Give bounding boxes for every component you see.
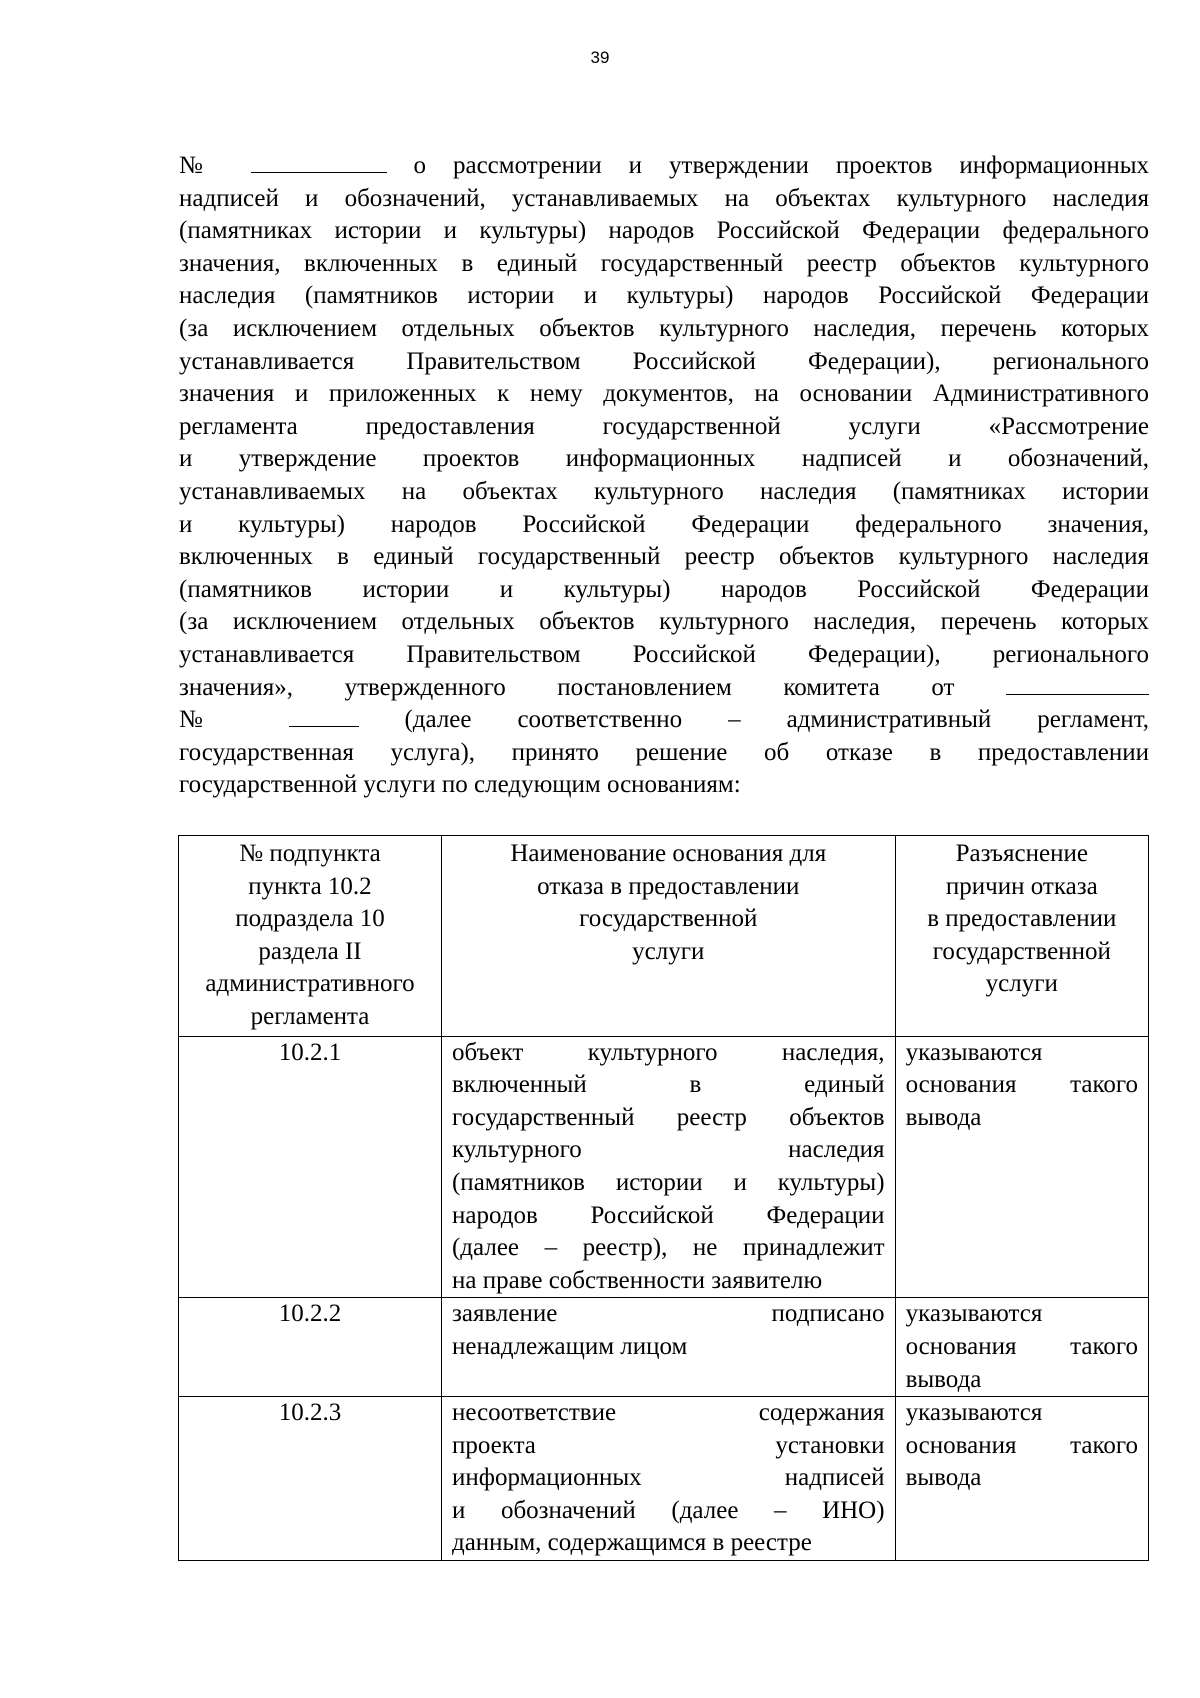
header-text-line: регламента (250, 1002, 370, 1030)
refusal-reason-cell (441, 1298, 895, 1397)
table-row (179, 1298, 1149, 1397)
body-line: № о рассмотрении и утверждении проектов информационных (179, 152, 1149, 179)
reason-text-line: культурного наследия (451, 1136, 885, 1164)
explanation-text-line: основания такого (905, 1332, 1138, 1360)
body-line: государственная услуга), принято решение об отказе в предоставлении (179, 738, 1149, 766)
explanation-text-line: вывода (905, 1464, 982, 1492)
explanation-text-line: основания такого (905, 1431, 1138, 1459)
reason-text-line: (далее – реестр), не принадлежит (451, 1234, 885, 1262)
reason-text-line: народов Российской Федерации (451, 1201, 885, 1229)
explanation-text-line: основания такого (905, 1071, 1138, 1099)
header-subpoint-number (179, 836, 442, 1037)
header-text-line: Разъяснение (955, 840, 1088, 867)
body-line: государственной услуги по следующим основаниям: (179, 771, 741, 799)
refusal-explanation-cell (895, 1298, 1148, 1397)
reason-text-line: и обозначений (далее – ИНО) (451, 1496, 885, 1524)
header-text-line: в предоставлении (927, 905, 1117, 933)
header-text-line: услуги (632, 937, 705, 965)
body-line: (за исключением отдельных объектов культурного наследия, перечень которых (179, 608, 1149, 636)
fill-in-blank (1006, 674, 1149, 695)
table-header-row (179, 836, 1149, 1037)
body-line: устанавливается Правительством Российской Федерации), регионального (179, 347, 1149, 375)
body-line: № (далее соответственно – административный регламент, (179, 706, 1149, 734)
body-line: устанавливается Правительством Российской Федерации), регионального (179, 640, 1149, 668)
header-text-line: № подпункта (239, 840, 381, 867)
header-text-line: услуги (985, 970, 1058, 998)
fill-in-blank (251, 152, 387, 173)
reason-text-line: данным, содержащимся в реестре (451, 1529, 812, 1557)
reason-text-line: (памятников истории и культуры) (451, 1168, 885, 1196)
table-row (179, 1036, 1149, 1298)
subpoint-number-cell: 10.2.2 (179, 1298, 442, 1397)
reason-text-line: информационных надписей (451, 1464, 885, 1492)
header-text-line: раздела II (258, 937, 362, 965)
reason-text-line: включенный в единый (451, 1071, 885, 1099)
header-text-line: причин отказа (945, 872, 1098, 900)
body-line: и культуры) народов Российской Федерации федерального значения, (179, 510, 1149, 538)
body-line: (за исключением отдельных объектов культурного наследия, перечень которых (179, 314, 1149, 342)
header-refusal-reason (441, 836, 895, 1037)
explanation-text-line: указываются (905, 1399, 1043, 1427)
refusal-reason-cell (441, 1036, 895, 1298)
refusal-explanation-cell (895, 1397, 1148, 1561)
explanation-text-line: вывода (905, 1365, 982, 1393)
explanation-text-line: указываются (905, 1038, 1043, 1066)
body-line: надписей и обозначений, устанавливаемых на объектах культурного наследия (179, 184, 1149, 212)
explanation-text-line: вывода (905, 1103, 982, 1131)
reason-text-line: несоответствие содержания (451, 1399, 885, 1427)
reason-text-line: на праве собственности заявителю (451, 1266, 823, 1294)
reason-text-line: объект культурного наследия, (451, 1038, 885, 1066)
header-refusal-explanation (895, 836, 1148, 1037)
body-line: значения, включенных в единый государственный реестр объектов культурного (179, 249, 1149, 277)
header-text-line: отказа в предоставлении (537, 872, 800, 900)
refusal-reason-cell (441, 1397, 895, 1561)
body-line: регламента предоставления государственной услуги «Рассмотрение (179, 412, 1149, 440)
body-line: значения и приложенных к нему документов, на основании Административного (179, 380, 1149, 408)
body-line: включенных в единый государственный реестр объектов культурного наследия (179, 543, 1149, 571)
body-line: (памятниках истории и культуры) народов Российской Федерации федерального (179, 217, 1149, 245)
body-line: (памятников истории и культуры) народов Российской Федерации (179, 575, 1149, 603)
reason-text-line: государственный реестр объектов (451, 1103, 885, 1131)
header-text-line: пункта 10.2 (248, 872, 372, 900)
fill-in-blank (289, 706, 359, 727)
header-text-line: подраздела 10 (235, 905, 385, 933)
header-text-line: государственной (579, 905, 758, 933)
refusal-explanation-cell (895, 1036, 1148, 1298)
reason-text-line: заявление подписано (451, 1300, 885, 1328)
page-number: 39 (590, 48, 610, 67)
body-line: и утверждение проектов информационных надписей и обозначений, (179, 445, 1149, 473)
table-row (179, 1397, 1149, 1561)
subpoint-number-cell: 10.2.3 (179, 1397, 442, 1561)
reason-text-line: ненадлежащим лицом (451, 1332, 688, 1360)
body-line: значения», утвержденного постановлением комитета от (179, 672, 1149, 705)
refusal-grounds-table (178, 835, 1149, 1561)
reason-text-line: проекта установки (451, 1431, 885, 1459)
header-text-line: административного (205, 970, 415, 998)
body-line: устанавливаемых на объектах культурного наследия (памятниках истории (179, 477, 1149, 505)
header-text-line: государственной (932, 937, 1111, 965)
header-text-line: Наименование основания для (510, 840, 827, 867)
body-paragraph (179, 150, 1149, 802)
subpoint-number-cell: 10.2.1 (179, 1036, 442, 1298)
explanation-text-line: указываются (905, 1300, 1043, 1328)
body-line: наследия (памятников истории и культуры) народов Российской Федерации (179, 282, 1149, 310)
